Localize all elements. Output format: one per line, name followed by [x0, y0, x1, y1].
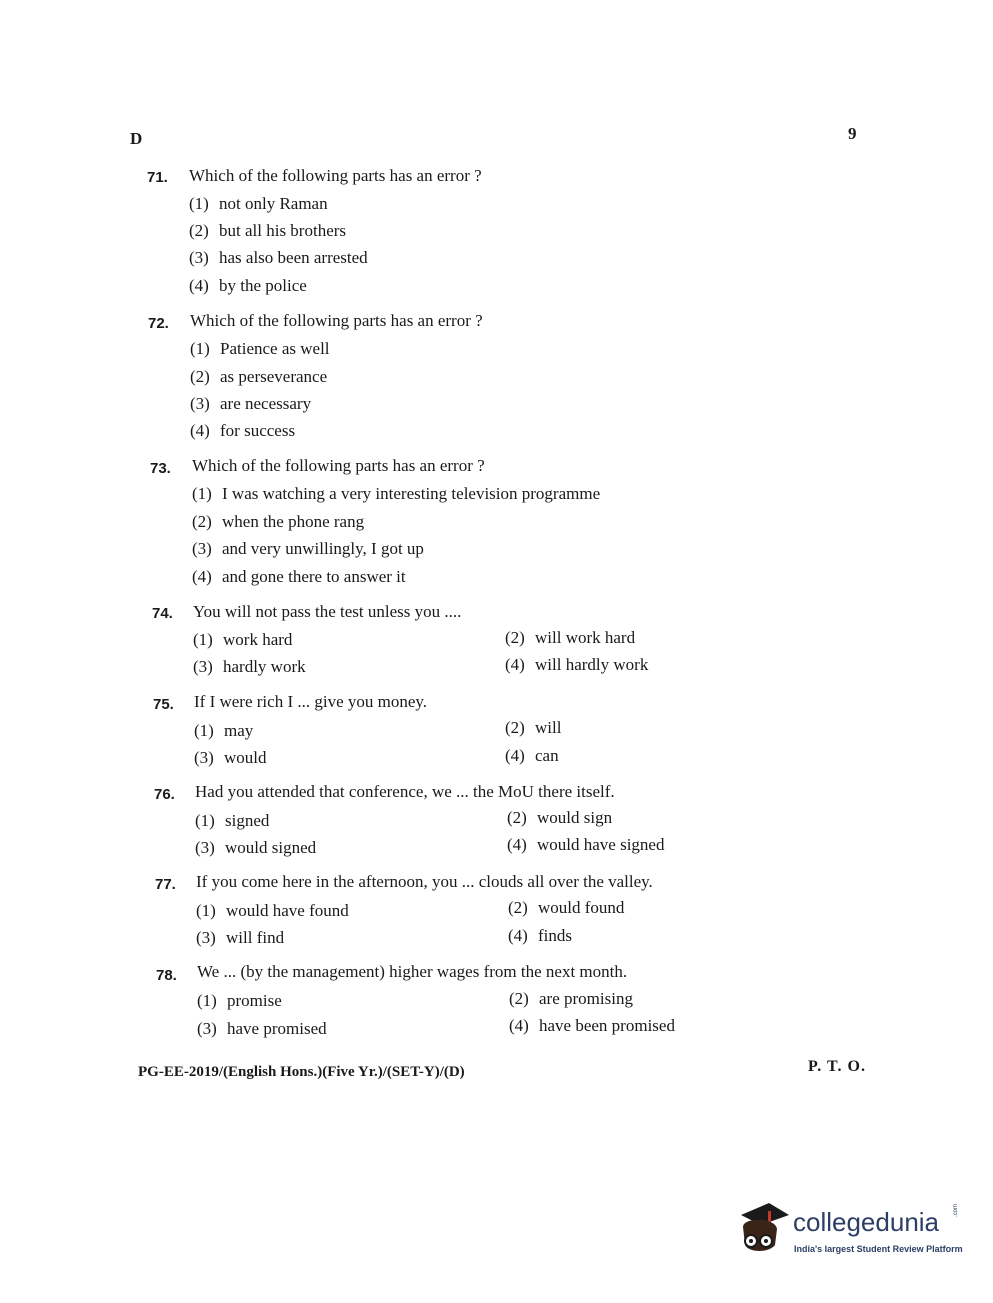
option-4	[190, 421, 295, 441]
option-number: (4)	[505, 655, 525, 674]
option-text: would	[224, 748, 267, 767]
question-text: We ... (by the management) higher wages from the next month.	[197, 962, 628, 981]
option-number: (1)	[192, 484, 212, 503]
question-text: You will not pass the test unless you ....	[193, 602, 462, 621]
option-4	[189, 276, 307, 296]
option-4	[505, 655, 648, 675]
option-text: hardly work	[223, 657, 306, 676]
option-2	[507, 808, 612, 828]
option-text: are necessary	[220, 394, 312, 413]
option-text: have promised	[227, 1019, 327, 1038]
brand-domain: .com	[953, 1203, 959, 1217]
question-number: 71.	[147, 169, 168, 186]
option-text: has also been arrested	[219, 248, 368, 267]
question-text: Which of the following parts has an error ?	[189, 166, 482, 185]
option-number: (2)	[507, 808, 527, 827]
question-text: Which of the following parts has an error ?	[192, 456, 485, 475]
option-4	[192, 567, 406, 587]
option-text: are promising	[539, 989, 633, 1008]
brand-tagline: India's largest Student Review Platform	[794, 1244, 963, 1254]
option-1	[189, 194, 328, 214]
option-1	[197, 991, 282, 1011]
option-2	[508, 898, 624, 918]
option-number: (3)	[193, 657, 213, 676]
option-text: finds	[538, 926, 572, 945]
question-text: If I were rich I ... give you money.	[194, 692, 428, 711]
please-turn-over: P. T. O.	[808, 1058, 866, 1075]
option-2	[505, 628, 635, 648]
option-text: signed	[225, 811, 270, 830]
question-text: If you come here in the afternoon, you ... clouds all over the valley.	[196, 872, 653, 891]
option-2	[509, 989, 633, 1009]
option-3	[189, 248, 368, 268]
question-number: 76.	[154, 786, 175, 803]
option-text: will find	[226, 928, 285, 947]
mascot-icon	[735, 1197, 791, 1257]
option-text: but all his brothers	[219, 221, 347, 240]
option-3	[194, 748, 267, 768]
option-text: by the police	[219, 276, 307, 295]
option-text: for success	[220, 421, 296, 440]
option-number: (3)	[190, 394, 210, 413]
option-number: (1)	[197, 991, 217, 1010]
question-number: 73.	[150, 460, 171, 477]
question-number: 77.	[155, 876, 176, 893]
option-text: not only Raman	[219, 194, 328, 213]
option-1	[194, 721, 253, 741]
option-number: (3)	[192, 539, 212, 558]
option-2	[192, 512, 364, 532]
option-number: (2)	[509, 989, 529, 1008]
option-1	[195, 811, 269, 831]
option-1	[196, 901, 349, 921]
option-text: when the phone rang	[222, 512, 365, 531]
option-text: will	[535, 718, 562, 737]
paper-code: PG-EE-2019/(English Hons.)(Five Yr.)/(SET-Y)/(D)	[138, 1064, 465, 1080]
option-text: will work hard	[535, 628, 636, 647]
option-text: would have signed	[537, 835, 665, 854]
option-number: (1)	[193, 630, 213, 649]
option-1	[193, 630, 292, 650]
option-number: (2)	[189, 221, 209, 240]
option-4	[507, 835, 664, 855]
option-text: will hardly work	[535, 655, 649, 674]
collegedunia-watermark	[735, 1195, 965, 1265]
option-text: have been promised	[539, 1016, 675, 1035]
option-text: I was watching a very interesting television programme	[222, 484, 601, 503]
question-number: 72.	[148, 315, 169, 332]
option-number: (2)	[508, 898, 528, 917]
option-text: would have found	[226, 901, 349, 920]
option-2	[189, 221, 346, 241]
option-number: (2)	[190, 367, 210, 386]
question-number: 78.	[156, 967, 177, 984]
option-text: promise	[227, 991, 282, 1010]
option-text: may	[224, 721, 254, 740]
option-text: would sign	[537, 808, 613, 827]
option-number: (3)	[189, 248, 209, 267]
option-number: (3)	[197, 1019, 217, 1038]
option-2	[190, 367, 327, 387]
option-number: (1)	[189, 194, 209, 213]
option-text: work hard	[223, 630, 293, 649]
option-number: (3)	[194, 748, 214, 767]
option-4	[509, 1016, 675, 1036]
option-number: (4)	[189, 276, 209, 295]
option-3	[197, 1019, 327, 1039]
option-number: (1)	[190, 339, 210, 358]
option-text: would signed	[225, 838, 317, 857]
option-3	[192, 539, 424, 559]
option-1	[190, 339, 330, 359]
option-number: (3)	[195, 838, 215, 857]
option-2	[505, 718, 561, 738]
option-4	[505, 746, 559, 766]
option-3	[190, 394, 311, 414]
option-3	[195, 838, 316, 858]
question-text: Had you attended that conference, we ... the MoU there itself.	[195, 782, 615, 801]
option-number: (3)	[196, 928, 216, 947]
option-text: and very unwillingly, I got up	[222, 539, 424, 558]
option-1	[192, 484, 600, 504]
brand-name: collegedunia	[793, 1207, 940, 1237]
option-3	[193, 657, 306, 677]
option-3	[196, 928, 284, 948]
option-4	[508, 926, 572, 946]
option-number: (1)	[196, 901, 216, 920]
option-text: Patience as well	[220, 339, 330, 358]
option-number: (2)	[192, 512, 212, 531]
option-text: would found	[538, 898, 625, 917]
option-number: (4)	[509, 1016, 529, 1035]
question-number: 75.	[153, 696, 174, 713]
option-number: (1)	[195, 811, 215, 830]
option-number: (4)	[507, 835, 527, 854]
option-number: (4)	[505, 746, 525, 765]
option-text: as perseverance	[220, 367, 328, 386]
option-number: (2)	[505, 628, 525, 647]
option-text: and gone there to answer it	[222, 567, 406, 586]
option-number: (2)	[505, 718, 525, 737]
option-number: (4)	[190, 421, 210, 440]
section-label: D	[130, 129, 143, 148]
question-number: 74.	[152, 605, 173, 622]
option-number: (4)	[508, 926, 528, 945]
question-text: Which of the following parts has an error ?	[190, 311, 483, 330]
option-text: can	[535, 746, 559, 765]
option-number: (4)	[192, 567, 212, 586]
option-number: (1)	[194, 721, 214, 740]
page-number: 9	[848, 124, 857, 143]
